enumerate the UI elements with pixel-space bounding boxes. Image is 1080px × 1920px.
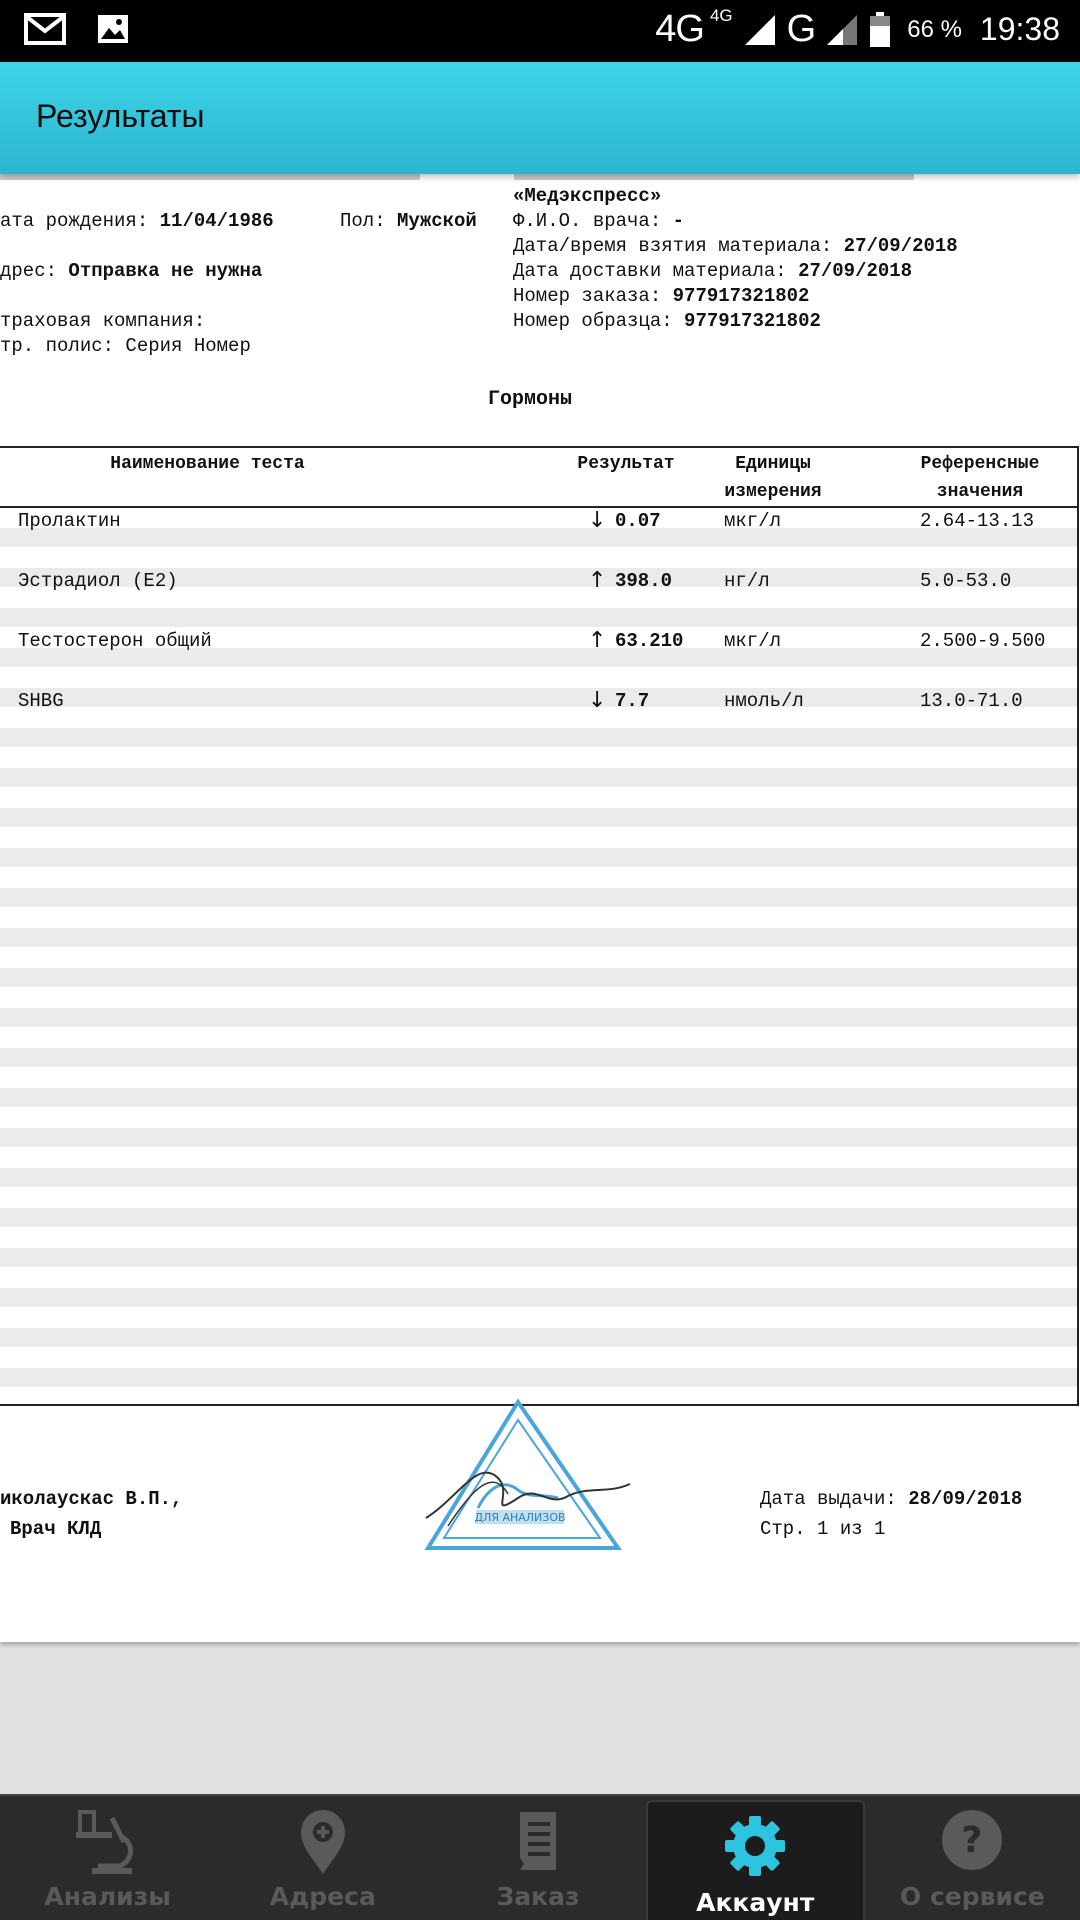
microscope-icon: [68, 1806, 148, 1876]
test-unit: мкг/л: [724, 510, 782, 532]
clinic-name: «Медэкспресс»: [513, 185, 662, 207]
nav-label-about: О сервисе: [900, 1882, 1045, 1911]
table-stripe: [0, 608, 1077, 627]
sample-row: Номер образца: 977917321802: [513, 310, 821, 332]
doctor-row: Ф.И.О. врача: -: [513, 210, 685, 232]
nav-item-analyses[interactable]: [0, 1796, 215, 1920]
results-table: [0, 446, 1079, 1406]
table-stripe: [0, 848, 1077, 867]
table-stripe: [0, 1008, 1077, 1027]
address-value: Отправка не нужна: [68, 260, 263, 282]
test-reference: 5.0-53.0: [920, 570, 1012, 592]
dob-row: ата рождения: 11/04/1986: [0, 210, 274, 232]
network-type-label: 4G: [655, 8, 704, 50]
test-reference: 2.64-13.13: [920, 510, 1035, 532]
nav-label-order: Заказ: [496, 1882, 580, 1911]
table-row: [0, 688, 1077, 718]
table-stripe: [0, 928, 1077, 947]
taken-row: Дата/время взятия материала: 27/09/2018: [513, 235, 958, 257]
mail-icon: [24, 12, 66, 46]
insurance-row: траховая компания:: [0, 310, 206, 332]
battery-icon: [869, 12, 891, 48]
order-value: 977917321802: [672, 285, 810, 307]
flag-arrow: ↑: [588, 568, 607, 593]
policy-row: тр. полис: Серия Номер: [0, 335, 251, 357]
table-header: [0, 448, 1077, 508]
flag-arrow: ↓: [588, 508, 607, 533]
stamp-text: ДЛЯ АНАЛИЗОВ: [474, 1511, 566, 1524]
network-sup-label: 4G: [709, 5, 733, 25]
sample-value: 977917321802: [684, 310, 821, 332]
test-value: 398.0: [615, 570, 673, 592]
header-units: Единицы измерения: [724, 454, 822, 502]
header-name: Наименование теста: [110, 454, 305, 474]
network-type-2-label: G: [786, 8, 816, 50]
test-reference: 13.0-71.0: [920, 690, 1023, 712]
table-stripe: [0, 1088, 1077, 1107]
table-stripe: [0, 1248, 1077, 1267]
battery-percent: 66 %: [907, 15, 962, 43]
gear-icon: [715, 1812, 795, 1882]
order-row: Номер заказа: 977917321802: [513, 285, 810, 307]
svg-text:?: ?: [961, 1820, 983, 1861]
nav-label-addresses: Адреса: [269, 1882, 376, 1911]
table-stripe: [0, 888, 1077, 907]
test-value: 7.7: [615, 690, 650, 712]
test-unit: нмоль/л: [724, 690, 804, 712]
table-stripe: [0, 768, 1077, 787]
delivered-value: 27/09/2018: [798, 260, 913, 282]
signer-name: иколаускас В.П.,: [0, 1488, 183, 1510]
sex-row: Пол: Мужской: [340, 210, 477, 232]
map-pin-icon: [283, 1806, 363, 1876]
issue-date-value: 28/09/2018: [908, 1488, 1023, 1510]
taken-value: 27/09/2018: [843, 235, 958, 257]
cut-off-text-line-left: [0, 174, 420, 180]
test-name: Пролактин: [18, 510, 121, 532]
status-bar: [0, 0, 1080, 62]
flag-arrow: ↓: [588, 688, 607, 713]
doctor-value: -: [672, 210, 685, 232]
test-value: 63.210: [615, 630, 684, 652]
image-icon: [96, 12, 130, 46]
table-stripe: [0, 728, 1077, 747]
table-stripe: [0, 1168, 1077, 1187]
table-stripe: [0, 1288, 1077, 1307]
dob-value: 11/04/1986: [159, 210, 274, 232]
table-stripe: [0, 968, 1077, 987]
header-reference: Референсные значения: [920, 454, 1040, 502]
table-row: [0, 508, 1077, 538]
page-info: Стр. 1 из 1: [760, 1518, 886, 1540]
bottom-navigation: [0, 1794, 1080, 1920]
delivered-row: Дата доставки материала: 27/09/2018: [513, 260, 913, 282]
test-name: SHBG: [18, 690, 64, 712]
lab-result-document[interactable]: [0, 174, 1080, 1642]
cut-off-text-line-right: [514, 174, 914, 180]
section-title: Гормоны: [487, 388, 572, 411]
test-reference: 2.500-9.500: [920, 630, 1046, 652]
nav-label-account: Аккаунт: [696, 1888, 815, 1917]
table-stripe: [0, 1368, 1077, 1387]
lab-stamp-icon: [418, 1398, 638, 1558]
nav-item-addresses[interactable]: [215, 1796, 430, 1920]
table-stripe: [0, 808, 1077, 827]
signal-2-icon: [825, 13, 859, 47]
header-result: Результат: [577, 454, 675, 474]
app-bar: [0, 62, 1080, 174]
help-icon: [932, 1806, 1012, 1876]
flag-arrow: ↑: [588, 628, 607, 653]
address-row: дрес: Отправка не нужна: [0, 260, 263, 282]
test-unit: мкг/л: [724, 630, 782, 652]
nav-item-about[interactable]: [865, 1796, 1080, 1920]
sex-value: Мужской: [397, 210, 477, 232]
test-name: Тестостерон общий: [18, 630, 212, 652]
test-unit: нг/л: [724, 570, 770, 592]
table-stripe: [0, 1328, 1077, 1347]
test-value: 0.07: [615, 510, 661, 532]
signer-role: Врач КЛД: [10, 1518, 102, 1540]
signal-icon: [743, 13, 777, 47]
test-name: Эстрадиол (Е2): [18, 570, 178, 592]
table-stripe: [0, 1048, 1077, 1067]
receipt-icon: [498, 1806, 578, 1876]
page-title: Результаты: [36, 98, 205, 134]
table-stripe: [0, 1208, 1077, 1227]
table-stripe: [0, 1128, 1077, 1147]
nav-item-order[interactable]: [430, 1796, 645, 1920]
issue-date-row: Дата выдачи: 28/09/2018: [760, 1488, 1023, 1510]
nav-item-account[interactable]: [646, 1800, 865, 1920]
nav-label-analyses: Анализы: [44, 1882, 171, 1911]
table-row: [0, 568, 1077, 598]
table-row: [0, 628, 1077, 658]
clock: 19:38: [979, 11, 1060, 47]
